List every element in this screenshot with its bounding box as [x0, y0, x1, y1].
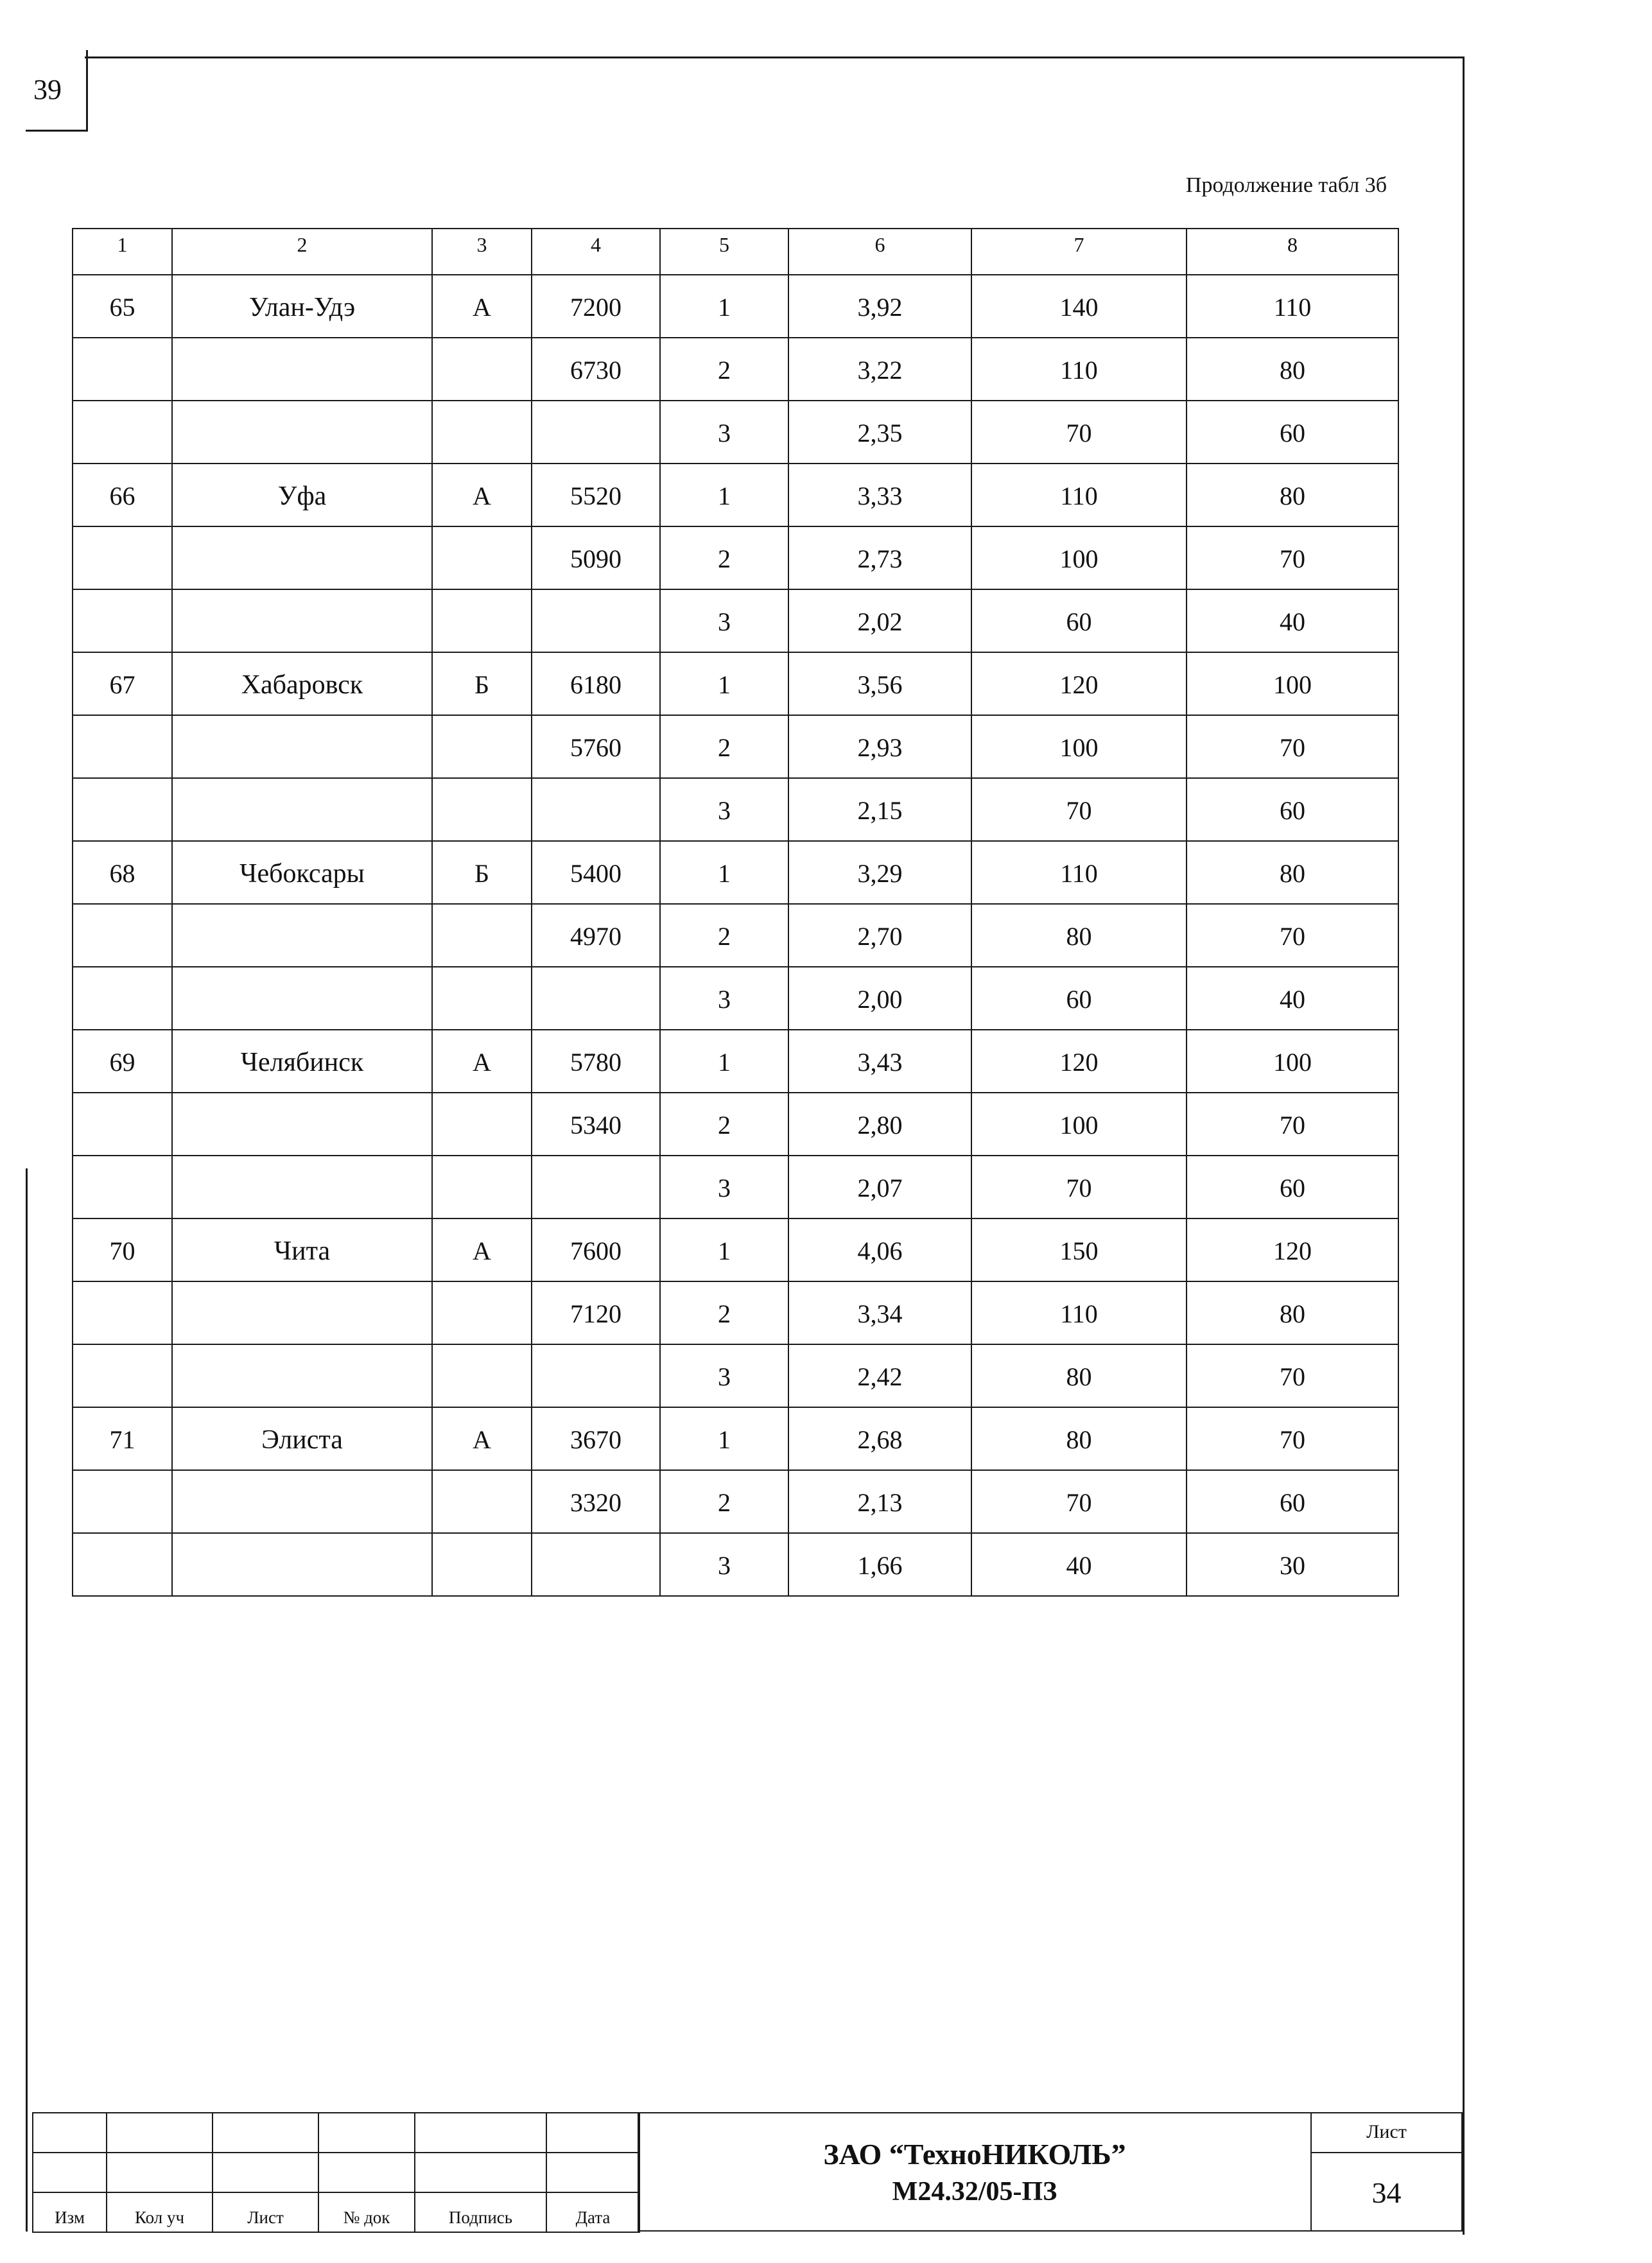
table-cell: 2 [660, 526, 788, 589]
table-cell: 60 [971, 967, 1187, 1030]
table-cell: 6730 [532, 338, 660, 401]
table-cell: 4,06 [788, 1218, 971, 1281]
table-caption: Продолжение табл 3б [1185, 173, 1387, 197]
table-cell [532, 1156, 660, 1218]
table-cell: 80 [971, 1407, 1187, 1470]
table-cell: 2,13 [788, 1470, 971, 1533]
table-cell: 4970 [532, 904, 660, 967]
table-cell: 1 [660, 464, 788, 526]
table-cell: 3 [660, 967, 788, 1030]
table-cell: 70 [1187, 904, 1398, 967]
col-data: Дата [546, 2192, 639, 2232]
table-cell: 80 [971, 1344, 1187, 1407]
table-row [73, 1281, 1398, 1344]
title-block-revisions [32, 2112, 640, 2233]
table-row [73, 1156, 1398, 1218]
table-cell [73, 1533, 172, 1596]
table-cell [432, 715, 532, 778]
table-cell [73, 1344, 172, 1407]
table-cell: 5520 [532, 464, 660, 526]
table-cell: 1,66 [788, 1533, 971, 1596]
table-row [73, 778, 1398, 841]
table-cell: 5760 [532, 715, 660, 778]
revision-row [33, 2153, 639, 2192]
table-cell: 110 [971, 464, 1187, 526]
table-cell: 3,34 [788, 1281, 971, 1344]
document-code: М24.32/05-ПЗ [892, 2176, 1057, 2207]
table-cell: 5400 [532, 841, 660, 904]
table-cell: 3,92 [788, 275, 971, 338]
table-cell [532, 401, 660, 464]
table-cell: 110 [1187, 275, 1398, 338]
table-cell: 1 [660, 1218, 788, 1281]
table-cell: 120 [971, 1030, 1187, 1093]
page-corner-number: 39 [33, 74, 62, 105]
col-podpis: Подпись [415, 2192, 546, 2232]
table-cell [73, 715, 172, 778]
table-cell: 30 [1187, 1533, 1398, 1596]
table-cell: 60 [1187, 778, 1398, 841]
table-cell [432, 778, 532, 841]
table-cell [532, 1344, 660, 1407]
table-cell: 71 [73, 1407, 172, 1470]
table-cell [172, 1281, 432, 1344]
table-cell: 2 [660, 715, 788, 778]
table-cell [73, 526, 172, 589]
table-cell [172, 1470, 432, 1533]
table-cell: 7120 [532, 1281, 660, 1344]
table-cell: 120 [971, 652, 1187, 715]
table-cell [73, 904, 172, 967]
table-cell [172, 967, 432, 1030]
table-cell: 1 [660, 1030, 788, 1093]
table-cell: 3 [660, 589, 788, 652]
table-cell: 60 [1187, 1156, 1398, 1218]
table-cell: 1 [660, 652, 788, 715]
table-row [73, 589, 1398, 652]
table-cell: 80 [1187, 338, 1398, 401]
table-cell: 2,93 [788, 715, 971, 778]
table-cell: 2,68 [788, 1407, 971, 1470]
title-block-sheet [1310, 2112, 1463, 2232]
table-cell: 7 [971, 229, 1187, 275]
table-cell: 68 [73, 841, 172, 904]
table-cell: 1 [660, 275, 788, 338]
col-izm: Изм [33, 2192, 107, 2232]
sheet-label: Лист [1312, 2113, 1461, 2153]
table-cell: Б [432, 652, 532, 715]
table-cell: 3,33 [788, 464, 971, 526]
table-row [73, 841, 1398, 904]
table-row [73, 967, 1398, 1030]
table-cell: 3320 [532, 1470, 660, 1533]
table-row [73, 464, 1398, 526]
table-cell [432, 1470, 532, 1533]
table-row [73, 904, 1398, 967]
table-cell: 100 [971, 1093, 1187, 1156]
data-table [72, 228, 1399, 1597]
table-cell: 3 [432, 229, 532, 275]
table-cell: 3 [660, 401, 788, 464]
table-cell: 7600 [532, 1218, 660, 1281]
table-row [73, 275, 1398, 338]
table-cell: 80 [971, 904, 1187, 967]
table-cell [532, 1533, 660, 1596]
table-cell: 110 [971, 841, 1187, 904]
table-cell: 4 [532, 229, 660, 275]
table-cell: 70 [971, 1156, 1187, 1218]
table-cell: 110 [971, 1281, 1187, 1344]
table-cell: 3 [660, 1344, 788, 1407]
table-cell: 5340 [532, 1093, 660, 1156]
table-row [73, 338, 1398, 401]
table-cell: 40 [971, 1533, 1187, 1596]
table-cell: 70 [1187, 715, 1398, 778]
col-n-dok: № док [318, 2192, 415, 2232]
table-cell: 120 [1187, 1218, 1398, 1281]
table-cell: 3670 [532, 1407, 660, 1470]
table-cell [73, 401, 172, 464]
table-cell: 3 [660, 1156, 788, 1218]
revision-header-row [33, 2192, 639, 2232]
table-cell: 67 [73, 652, 172, 715]
table-cell: А [432, 1030, 532, 1093]
table-cell: Чита [172, 1218, 432, 1281]
table-cell [73, 1470, 172, 1533]
table-cell: 60 [1187, 1470, 1398, 1533]
table-cell: 40 [1187, 967, 1398, 1030]
table-cell: Чебоксары [172, 841, 432, 904]
table-cell [172, 1156, 432, 1218]
table-cell: 2,42 [788, 1344, 971, 1407]
table-cell [432, 1533, 532, 1596]
table-cell: 70 [971, 778, 1187, 841]
table-cell [432, 1281, 532, 1344]
table-cell: 80 [1187, 464, 1398, 526]
table-cell: 2,73 [788, 526, 971, 589]
col-kol-uch: Кол уч [107, 2192, 213, 2232]
table-cell: 100 [971, 715, 1187, 778]
table-cell [172, 778, 432, 841]
table-cell: 60 [1187, 401, 1398, 464]
table-cell: 1 [660, 841, 788, 904]
table-cell: 70 [971, 401, 1187, 464]
table-cell: Улан-Удэ [172, 275, 432, 338]
table-cell: 40 [1187, 589, 1398, 652]
table-cell [73, 967, 172, 1030]
table-cell: 3,56 [788, 652, 971, 715]
table-row [73, 1533, 1398, 1596]
table-cell: 80 [1187, 841, 1398, 904]
table-cell: А [432, 1218, 532, 1281]
table-cell: 70 [1187, 1407, 1398, 1470]
table-row [73, 1407, 1398, 1470]
table-cell [73, 1156, 172, 1218]
table-cell: 2,35 [788, 401, 971, 464]
table-cell [73, 778, 172, 841]
table-cell: 2,02 [788, 589, 971, 652]
table-row [73, 401, 1398, 464]
table-cell: 80 [1187, 1281, 1398, 1344]
table-cell: 66 [73, 464, 172, 526]
table-cell: 5090 [532, 526, 660, 589]
table-cell: 6180 [532, 652, 660, 715]
table-cell: 2,70 [788, 904, 971, 967]
table-header-row [73, 229, 1398, 275]
table-row [73, 652, 1398, 715]
table-cell: 140 [971, 275, 1187, 338]
table-cell [172, 401, 432, 464]
table-cell: 100 [1187, 1030, 1398, 1093]
table-cell: Уфа [172, 464, 432, 526]
table-cell [432, 338, 532, 401]
table-cell: 100 [971, 526, 1187, 589]
table-row [73, 1030, 1398, 1093]
table-cell: 2 [660, 904, 788, 967]
table-cell: Челябинск [172, 1030, 432, 1093]
table-cell: 2,15 [788, 778, 971, 841]
table-cell [432, 1093, 532, 1156]
table-cell: 65 [73, 275, 172, 338]
table-cell: Элиста [172, 1407, 432, 1470]
table-cell [432, 589, 532, 652]
table-cell [432, 967, 532, 1030]
table-cell [73, 338, 172, 401]
sheet-number: 34 [1371, 2176, 1402, 2209]
table-cell [432, 904, 532, 967]
table-cell: 2,07 [788, 1156, 971, 1218]
table-cell [432, 526, 532, 589]
table-cell: 69 [73, 1030, 172, 1093]
company-name: ЗАО “ТехноНИКОЛЬ” [823, 2137, 1126, 2171]
table-cell: 3,43 [788, 1030, 971, 1093]
table-cell: 2 [660, 338, 788, 401]
table-cell: 70 [1187, 1344, 1398, 1407]
table-cell: 2 [660, 1470, 788, 1533]
table-cell: 60 [971, 589, 1187, 652]
table-cell: 3 [660, 778, 788, 841]
table-cell: 7200 [532, 275, 660, 338]
table-cell: 3,29 [788, 841, 971, 904]
revision-row [33, 2113, 639, 2153]
table-cell: 2 [660, 1093, 788, 1156]
table-cell: А [432, 1407, 532, 1470]
table-row [73, 715, 1398, 778]
table-cell: 110 [971, 338, 1187, 401]
table-row [73, 1470, 1398, 1533]
table-cell: 70 [1187, 1093, 1398, 1156]
table-cell: 70 [1187, 526, 1398, 589]
table-cell [73, 1281, 172, 1344]
table-cell [73, 589, 172, 652]
table-cell [73, 1093, 172, 1156]
table-cell: 6 [788, 229, 971, 275]
table-cell: 5780 [532, 1030, 660, 1093]
table-cell [172, 904, 432, 967]
table-cell [172, 526, 432, 589]
table-row [73, 1218, 1398, 1281]
table-cell: 1 [73, 229, 172, 275]
table-cell: 1 [660, 1407, 788, 1470]
table-cell [172, 715, 432, 778]
table-row [73, 1093, 1398, 1156]
title-block-main [638, 2112, 1312, 2232]
table-cell [532, 967, 660, 1030]
table-cell [172, 338, 432, 401]
table-cell: 150 [971, 1218, 1187, 1281]
page-corner-box [26, 50, 88, 132]
table-row [73, 1344, 1398, 1407]
table-cell [432, 401, 532, 464]
table-cell [432, 1156, 532, 1218]
table-row [73, 526, 1398, 589]
table-cell: 5 [660, 229, 788, 275]
table-cell: 2 [172, 229, 432, 275]
table-cell [172, 1093, 432, 1156]
table-cell: 8 [1187, 229, 1398, 275]
table-cell [532, 778, 660, 841]
table-cell: А [432, 275, 532, 338]
left-border-line [26, 1168, 28, 2232]
table-cell: Б [432, 841, 532, 904]
table-cell [172, 1533, 432, 1596]
table-cell [172, 589, 432, 652]
table-cell: 100 [1187, 652, 1398, 715]
table-cell: 3 [660, 1533, 788, 1596]
col-list: Лист [213, 2192, 318, 2232]
table-cell: А [432, 464, 532, 526]
table-cell: 2,00 [788, 967, 971, 1030]
table-cell: 70 [971, 1470, 1187, 1533]
table-cell: 3,22 [788, 338, 971, 401]
table-cell: Хабаровск [172, 652, 432, 715]
table-cell [532, 589, 660, 652]
table-cell: 2,80 [788, 1093, 971, 1156]
table-cell: 70 [73, 1218, 172, 1281]
table-cell [432, 1344, 532, 1407]
table-cell: 2 [660, 1281, 788, 1344]
table-cell [172, 1344, 432, 1407]
